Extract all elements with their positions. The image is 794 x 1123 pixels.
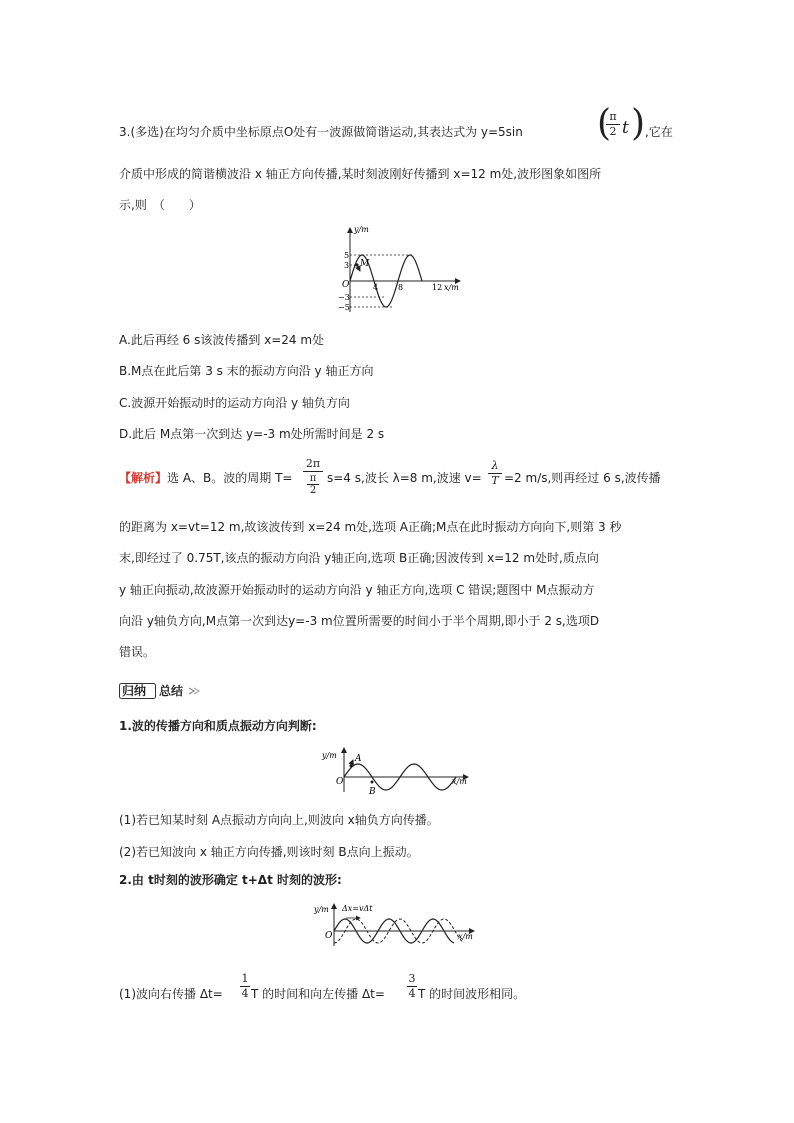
x-tick-8: 8 — [398, 283, 404, 292]
x-axis-label: x/m — [452, 777, 467, 786]
analysis-line-2: 的距离为 x=vt=12 m,故该波传到 x=24 m处,选项 A正确;M点在此时振动方向向下,则第 3 秒 — [119, 520, 622, 534]
fraction-numerator: 3 — [408, 972, 416, 985]
fraction-denominator: 2 — [609, 125, 617, 138]
summary-tag-text-b: 总结 — [159, 684, 184, 698]
fraction-three-quarters — [407, 973, 417, 1000]
point-m-dot — [355, 263, 358, 266]
option-c: C.波源开始振动时的运动方向沿 y 轴负方向 — [119, 396, 350, 410]
summary-text-1: (1)若已知某时刻 A点振动方向向上,则波向 x轴负方向传播。 — [119, 813, 439, 827]
summary-text-3a: (1)波向右传播 Δt= — [119, 987, 223, 1001]
question-line-1-end: ,它在 — [645, 125, 673, 139]
analysis-line-1 — [119, 472, 292, 484]
period-numerator: 2π — [305, 457, 321, 470]
speed-numerator: λ — [491, 459, 499, 472]
x-axis-label: x/m — [458, 932, 473, 941]
option-d: D.此后 M点第一次到达 y=-3 m处所需时间是 2 s — [119, 427, 385, 441]
period-fraction — [303, 458, 323, 496]
summary-text-3b: T 的时间和向左传播 Δt= — [251, 987, 385, 1001]
analysis-line-5: 向沿 y轴负方向,M点第一次到达y=-3 m位置所需要的时间小于半个周期,即小于 2 s,选项D — [119, 614, 600, 628]
x-tick-12: 12 — [432, 283, 443, 292]
summary-heading-1: 1.波的传播方向和质点振动方向判断: — [119, 719, 317, 733]
point-b-dot — [371, 781, 374, 784]
point-b-label: B — [369, 787, 376, 796]
x-tick-4: 4 — [373, 283, 379, 292]
analysis-tag: 【解析】 — [119, 471, 168, 485]
y-axis-label: y/m — [314, 905, 329, 914]
x-axis-label: x/m — [444, 283, 459, 292]
analysis-line-6: 错误。 — [119, 645, 156, 659]
wave-figure-1 — [330, 224, 470, 316]
fraction-one-quarter — [240, 973, 250, 1000]
point-m-label: M — [360, 259, 370, 269]
summary-tag-text-a: 归纳 — [122, 684, 147, 698]
period-bar — [303, 471, 323, 472]
wave-figure-2 — [318, 744, 478, 796]
formula-t: t — [622, 118, 629, 138]
y-axis-label: y/m — [354, 225, 369, 234]
origin-label: O — [336, 777, 344, 787]
origin-label: O — [342, 280, 350, 290]
option-b: B.M点在此后第 3 s 末的振动方向沿 y 轴正方向 — [119, 364, 374, 378]
y-tick-3: 3 — [344, 261, 350, 270]
speed-denominator: T — [491, 474, 499, 487]
y-tick-5: 5 — [344, 251, 350, 260]
speed-fraction — [488, 460, 502, 487]
question-line-3: 示,则 （ ） — [119, 198, 201, 212]
summary-text-2: (2)若已知波向 x 轴正方向传播,则该时刻 B点向上振动。 — [119, 845, 419, 859]
analysis-text-1a: 选 A、B。波的周期 T= — [167, 471, 293, 485]
summary-text-3c: T 的时间波形相同。 — [418, 987, 526, 1001]
period-denominator-pi: π — [309, 473, 317, 484]
question-line-2: 介质中形成的简谐横波沿 x 轴正方向传播,某时刻波刚好传播到 x=12 m处,波形图象如图所 — [119, 167, 602, 181]
analysis-line-3: 末,即经过了 0.75T,该点的振动方向沿 y轴正向,选项 B正确;因波传到 x=12 m处时,质点向 — [119, 551, 599, 565]
y-axis-label: y/m — [322, 751, 337, 760]
left-paren: ( — [597, 103, 612, 144]
right-paren: ) — [631, 103, 646, 144]
fraction-denominator: 4 — [408, 987, 416, 1000]
y-tick-minus5: −5 — [338, 303, 350, 312]
summary-tag — [119, 680, 203, 702]
fraction-numerator: π — [609, 110, 617, 123]
y-tick-minus3: −3 — [338, 293, 350, 302]
period-denominator-2: 2 — [309, 485, 317, 496]
fraction-denominator: 4 — [241, 987, 249, 1000]
wave-figure-3 — [312, 900, 484, 950]
point-a-dot — [350, 765, 353, 768]
option-a: A.此后再经 6 s该波传播到 x=24 m处 — [119, 333, 325, 347]
fraction-numerator: 1 — [241, 972, 249, 985]
question-line-1: 3.(多选)在均匀介质中坐标原点O处有一波源做简谐运动,其表达式为 y=5sin — [119, 125, 523, 139]
formula-fraction-pi-over-2 — [606, 111, 620, 138]
analysis-text-1c: =2 m/s,则再经过 6 s,波传播 — [504, 471, 661, 485]
shift-annotation: Δx=vΔt — [342, 904, 373, 913]
summary-heading-2: 2.由 t时刻的波形确定 t+Δt 时刻的波形: — [119, 873, 342, 887]
a-direction-arrow — [351, 760, 353, 765]
point-a-label: A — [355, 754, 362, 764]
chevron-right-icon — [189, 688, 194, 694]
analysis-line-4: y 轴正向振动,故波源开始振动时的运动方向沿 y 轴正方向,选项 C 错误;题图中 M点振动方 — [119, 583, 595, 597]
origin-label: O — [325, 931, 333, 941]
analysis-text-1b: s=4 s,波长 λ=8 m,波速 v= — [327, 471, 482, 485]
